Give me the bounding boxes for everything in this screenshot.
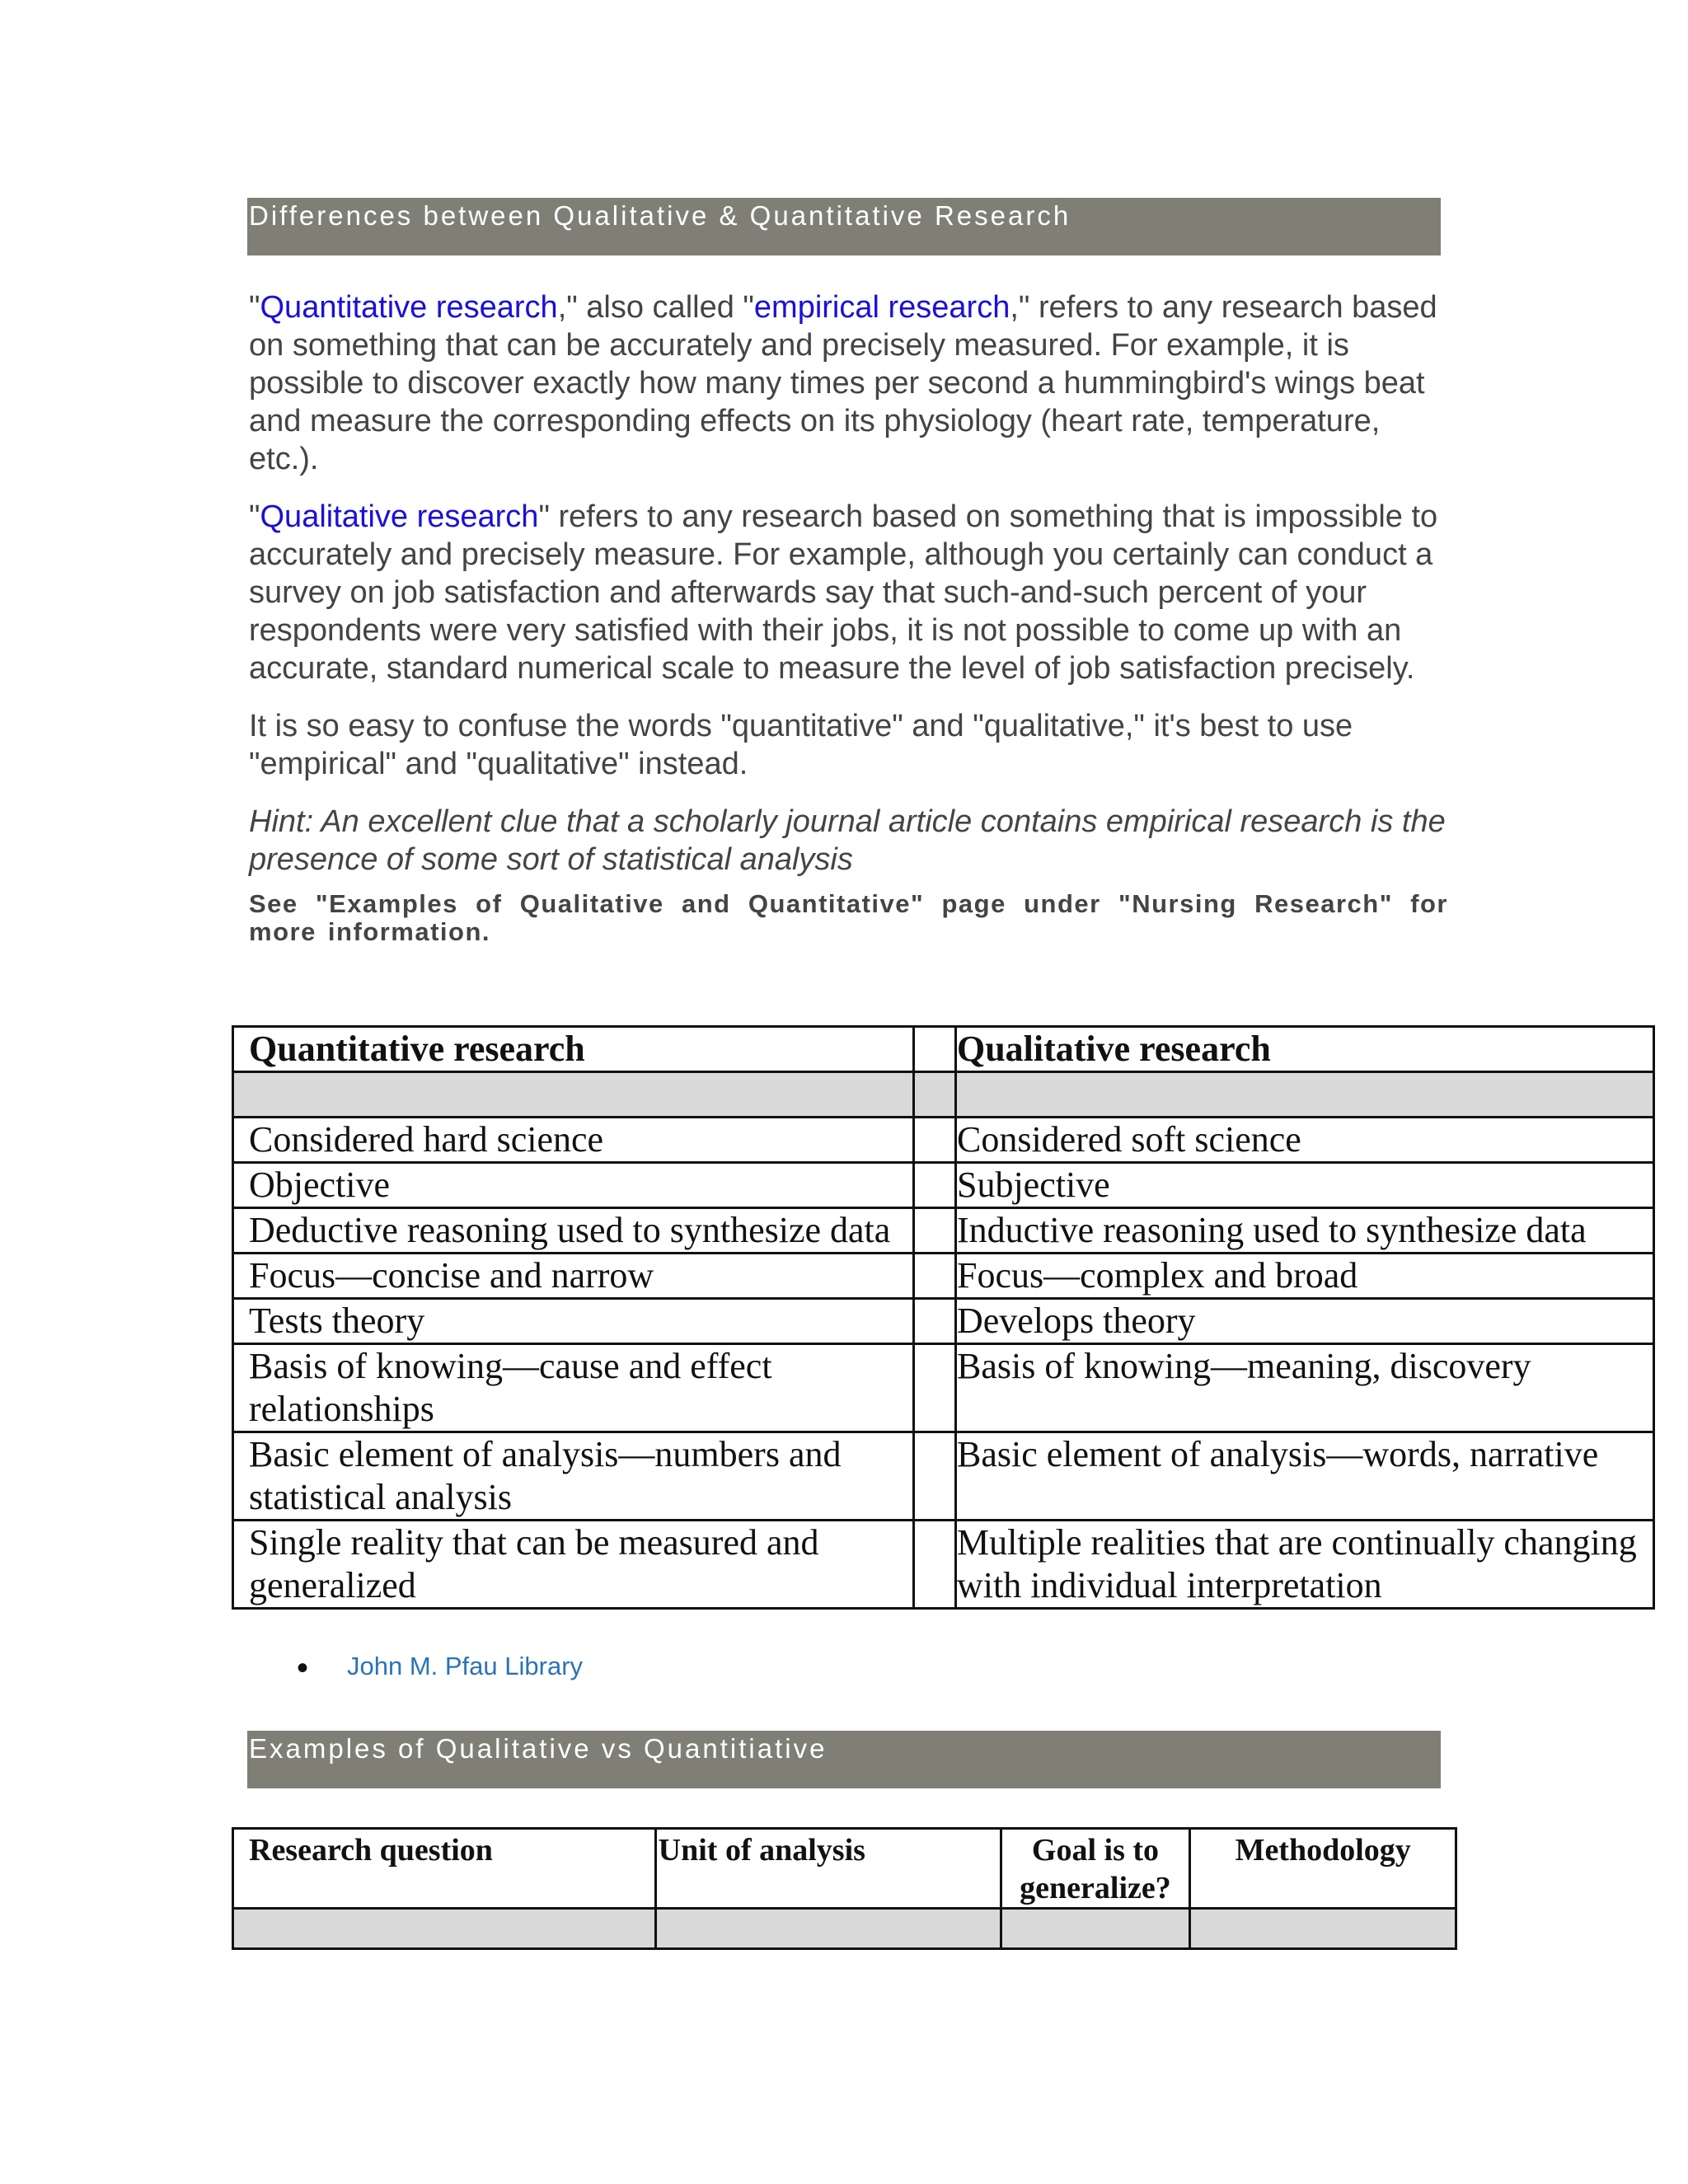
library-link[interactable]: John M. Pfau Library <box>347 1652 584 1680</box>
examples-table <box>232 1827 1457 1950</box>
qual-cell: Basic element of analysis—words, narrative <box>955 1432 1653 1521</box>
quant-cell: Basis of knowing—cause and effect relationships <box>233 1344 914 1432</box>
hint-text: Hint: An excellent clue that a scholarly journal article contains empirical research is the presence of some sort of statistical analysis <box>249 804 1446 877</box>
quantitative-research-link[interactable]: Quantitative research <box>260 290 558 325</box>
qual-cell: Basis of knowing—meaning, discovery <box>955 1344 1653 1432</box>
header-methodology: Methodology <box>1190 1829 1456 1909</box>
examples-shaded-row <box>233 1909 1456 1949</box>
comparison-table <box>232 1025 1655 1610</box>
comparison-header-row <box>233 1027 1654 1072</box>
qual-cell: Develops theory <box>955 1299 1653 1344</box>
quant-cell: Tests theory <box>233 1299 914 1344</box>
table-row <box>233 1344 1654 1432</box>
header-research-question: Research question <box>233 1829 656 1909</box>
header-goal-generalize: Goal is to generalize? <box>1001 1829 1190 1909</box>
quant-cell: Objective <box>233 1163 914 1208</box>
table-row <box>233 1432 1654 1521</box>
paragraph-qualitative: "Qualitative research" refers to any research based on something that is impossible to accurately and precisely measure. For example, although you certainly can conduct a survey on job satisfaction and afterwards say that such-and-such percent of your respondents were very satisfied with their jobs, it is not possible to come up with an accurate, standard numerical scale to measure the level of job satisfaction precisely. <box>249 499 1438 686</box>
table-row <box>233 1299 1654 1344</box>
qual-cell: Considered soft science <box>955 1118 1653 1163</box>
table-row <box>233 1208 1654 1254</box>
see-also-note: See "Examples of Qualitative and Quantitative" page under "Nursing Research" for more information. <box>249 889 1448 946</box>
quant-cell: Single reality that can be measured and generalized <box>233 1521 914 1609</box>
quant-cell: Basic element of analysis—numbers and statistical analysis <box>233 1432 914 1521</box>
intro-text <box>249 288 1448 966</box>
quant-cell: Considered hard science <box>233 1118 914 1163</box>
empirical-research-link[interactable]: empirical research <box>753 290 1010 325</box>
section-banner-differences: Differences between Qualitative & Quantitative Research <box>247 198 1441 255</box>
table-row <box>233 1521 1654 1609</box>
bullet-icon: • <box>297 1650 309 1686</box>
header-quantitative: Quantitative research <box>233 1027 914 1072</box>
table-row <box>233 1254 1654 1299</box>
paragraph-confuse: It is so easy to confuse the words "quantitative" and "qualitative," it's best to use "empirical" and "qualitative" instead. <box>249 709 1353 781</box>
quant-cell: Focus—concise and narrow <box>233 1254 914 1299</box>
qual-cell: Multiple realities that are continually changing with individual interpretation <box>955 1521 1653 1609</box>
paragraph-quantitative: "Quantitative research," also called "empirical research," refers to any research based on something that can be accurately and precisely measured. For example, it is possible to discover exactly how many times per second a hummingbird's wings beat and measure the corresponding effects on its physiology (heart rate, temperature, etc.). <box>249 290 1437 476</box>
section-banner-examples: Examples of Qualitative vs Quantitiative <box>247 1731 1441 1788</box>
qual-cell: Subjective <box>955 1163 1653 1208</box>
quant-cell: Deductive reasoning used to synthesize data <box>233 1208 914 1254</box>
header-qualitative: Qualitative research <box>955 1027 1653 1072</box>
table-row <box>233 1163 1654 1208</box>
header-unit-of-analysis: Unit of analysis <box>655 1829 1001 1909</box>
qual-cell: Focus—complex and broad <box>955 1254 1653 1299</box>
qualitative-research-link[interactable]: Qualitative research <box>260 499 539 534</box>
comparison-shaded-row <box>233 1072 1654 1118</box>
table-row <box>233 1118 1654 1163</box>
qual-cell: Inductive reasoning used to synthesize data <box>955 1208 1653 1254</box>
examples-header-row <box>233 1829 1456 1909</box>
